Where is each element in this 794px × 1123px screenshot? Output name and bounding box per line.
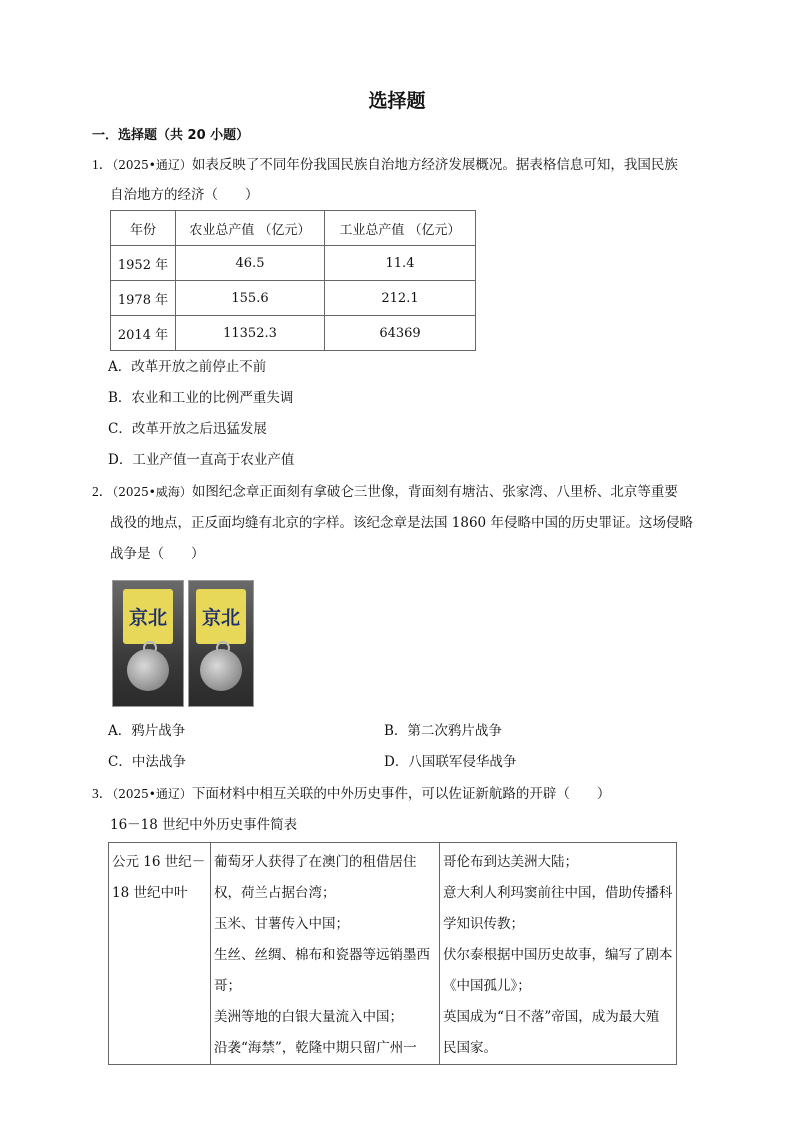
- q3-stem-text: 下面材料中相互关联的中外历史事件，可以佐证新航路的开辟（ ）: [191, 786, 611, 802]
- q1-source: （2025•通辽）: [112, 158, 192, 172]
- q2-option-d[interactable]: D．八国联军侵华战争: [384, 754, 517, 770]
- table-cell: 212.1: [325, 281, 476, 316]
- table-cell: 2014 年: [111, 316, 176, 351]
- q2-source: （2025•威海）: [112, 485, 192, 499]
- table-row: [111, 316, 476, 351]
- table-header-row: [111, 211, 476, 246]
- medal-ribbon: 京北: [196, 589, 246, 644]
- q2-option-b[interactable]: B．第二次鸦片战争: [384, 723, 502, 739]
- table-cell-period: 公元 16 世纪－ 18 世纪中叶: [109, 843, 211, 1065]
- q3-events-table: [108, 842, 677, 1065]
- medal-ribbon: 京北: [123, 589, 173, 644]
- q1-option-a[interactable]: A．改革开放之前停止不前: [108, 359, 267, 375]
- q1-data-table: [110, 210, 476, 351]
- table-cell: 11.4: [325, 246, 476, 281]
- q3-number: 3．: [92, 786, 113, 801]
- table-header-cell: 农业总产值 （亿元）: [176, 211, 325, 246]
- table-cell-china-events: 葡萄牙人获得了在澳门的租借居住 权，荷兰占据台湾； 玉米、甘薯传入中国； 生丝、丝绸、棉布和瓷器等远销墨西 哥； 美洲等地的白银大量流入中国； 沿袭“海禁”，乾隆中期只留广州一: [211, 843, 440, 1065]
- medal-photo-back: [188, 580, 254, 707]
- table-cell: 64369: [325, 316, 476, 351]
- q2-stem-line2: 战役的地点，正反面均缝有北京的字样。该纪念章是法国 1860 年侵略中国的历史罪证。这场侵略: [110, 515, 693, 531]
- table-row: [109, 843, 677, 1065]
- q3-stem-line: [92, 784, 610, 804]
- section-heading: 一．选择题（共 20 小题）: [92, 128, 250, 143]
- q1-option-c[interactable]: C．改革开放之后迅猛发展: [108, 421, 267, 437]
- q2-stem-line1: [92, 482, 678, 502]
- q1-option-b[interactable]: B．农业和工业的比例严重失调: [108, 390, 294, 406]
- q1-number: 1．: [92, 157, 113, 172]
- q1-stem-text: 如表反映了不同年份我国民族自治地方经济发展概况。据表格信息可知，我国民族: [191, 157, 678, 173]
- q2-option-a[interactable]: A．鸦片战争: [108, 723, 186, 739]
- page-title: 选择题: [368, 90, 426, 112]
- q1-stem-line2: 自治地方的经济（ ）: [110, 187, 259, 203]
- q2-number: 2．: [92, 484, 113, 499]
- table-header-cell: 工业总产值 （亿元）: [325, 211, 476, 246]
- table-cell: 155.6: [176, 281, 325, 316]
- table-cell: 11352.3: [176, 316, 325, 351]
- medal-coin: [127, 649, 169, 691]
- q2-option-c[interactable]: C．中法战争: [108, 754, 186, 770]
- q3-source: （2025•通辽）: [112, 787, 192, 801]
- table-header-cell: 年份: [111, 211, 176, 246]
- q1-option-d[interactable]: D．工业产值一直高于农业产值: [108, 452, 295, 468]
- q2-stem-text: 如图纪念章正面刻有拿破仑三世像，背面刻有塘沽、张家湾、八里桥、北京等重要: [191, 484, 678, 500]
- table-cell-world-events: 哥伦布到达美洲大陆； 意大利人利玛窦前往中国，借助传播科 学知识传教； 伏尔泰根据中国历史故事，编写了剧本 《中国孤儿》； 英国成为“日不落”帝国，成为最大殖 民国家。: [440, 843, 677, 1065]
- table-row: [111, 281, 476, 316]
- table-cell: 46.5: [176, 246, 325, 281]
- table-cell: 1952 年: [111, 246, 176, 281]
- medal-photo-front: [112, 580, 184, 707]
- q2-stem-line3: 战争是（ ）: [110, 546, 205, 562]
- q3-table-caption: 16－18 世纪中外历史事件简表: [110, 817, 298, 833]
- medal-coin: [200, 649, 242, 691]
- q1-stem-line1: [92, 155, 678, 175]
- table-cell: 1978 年: [111, 281, 176, 316]
- table-row: [111, 246, 476, 281]
